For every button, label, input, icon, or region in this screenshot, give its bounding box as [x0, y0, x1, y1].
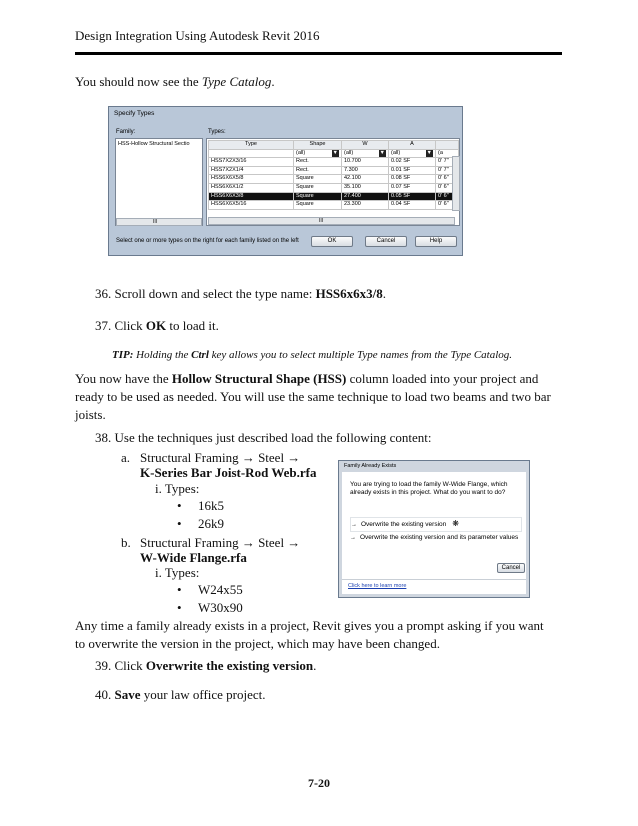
table-cell: 0.04 SF — [389, 201, 436, 210]
overwrite-option[interactable] — [350, 517, 522, 532]
step-39 — [95, 657, 316, 675]
ok-button[interactable]: OK — [311, 236, 353, 247]
option-label: Overwrite the existing version — [361, 521, 447, 528]
intro-text — [75, 73, 275, 91]
types-grid-vscroll[interactable] — [452, 156, 460, 211]
tip-key: Ctrl — [191, 349, 209, 361]
tip-label: TIP: — [112, 349, 134, 361]
col-header-a[interactable]: A — [389, 141, 436, 150]
filter-extra-select[interactable]: (a — [436, 149, 459, 158]
item-a-path: Structural Framing → Steel → — [140, 450, 301, 465]
header-rule — [75, 52, 562, 55]
cursor-icon: ❋ — [452, 519, 459, 528]
dropdown-arrow-icon[interactable]: ▼ — [332, 149, 338, 156]
table-cell: HSS6X6X1/2 — [209, 183, 294, 192]
table-cell: 23.300 — [342, 201, 389, 210]
step-bold: Save — [114, 687, 141, 702]
dialog-hint: Select one or more types on the right for each family listed on the left — [116, 238, 299, 244]
types-grid — [208, 140, 459, 210]
step-text: Click — [114, 318, 146, 333]
arrow-icon: → — [350, 535, 356, 541]
types-label: Types: — [208, 129, 226, 135]
step-36 — [95, 285, 386, 303]
col-header-w[interactable]: W — [342, 141, 389, 150]
filter-value: (all) — [296, 149, 306, 156]
types-label: Types: — [164, 565, 200, 580]
overwrite-params-option[interactable] — [350, 534, 520, 542]
dropdown-arrow-icon[interactable]: ▼ — [426, 149, 432, 156]
dropdown-arrow-icon[interactable]: ▼ — [379, 149, 385, 156]
cancel-button[interactable]: Cancel — [497, 563, 525, 573]
family-exists-dialog — [338, 460, 530, 598]
step-37 — [95, 317, 219, 335]
arrow-icon: → — [351, 522, 357, 528]
step-number: 38. — [95, 430, 112, 445]
table-cell: 0.02 SF — [389, 158, 436, 167]
item-a-bullet: • — [177, 516, 182, 531]
table-cell: 7.300 — [342, 166, 389, 175]
step-number: 40. — [95, 687, 112, 702]
step-text: Use the techniques just described load the following content: — [114, 430, 432, 445]
para-text: You now have the — [75, 371, 172, 386]
grid-filter-row — [209, 149, 459, 158]
step-bold: Overwrite the existing version — [145, 658, 314, 673]
type-26k9: 26k9 — [198, 516, 224, 531]
table-cell: HSS7X2X1/4 — [209, 166, 294, 175]
table-row[interactable] — [209, 175, 459, 184]
table-row[interactable] — [209, 166, 459, 175]
family-label: Family: — [116, 129, 136, 135]
step-number: 37. — [95, 318, 112, 333]
item-b-file: W-Wide Flange.rfa — [140, 550, 247, 565]
table-cell: HSS7X2X3/16 — [209, 158, 294, 167]
paragraph-hss — [75, 370, 555, 424]
intro-post: . — [271, 74, 275, 89]
table-cell: 0' 6" — [436, 201, 459, 210]
specify-types-dialog — [108, 106, 463, 256]
types-grid-hscroll[interactable] — [208, 217, 455, 225]
table-row[interactable] — [209, 183, 459, 192]
col-header-type[interactable]: Type — [209, 141, 294, 150]
table-cell: HSS6X6X3/8 — [209, 192, 294, 201]
page-number: 7-20 — [308, 776, 330, 790]
types-label: Types: — [164, 481, 200, 496]
table-cell: 0' 6" — [436, 192, 459, 201]
table-cell: 0' 7" — [436, 158, 459, 167]
step-text: your law office project. — [140, 687, 266, 702]
table-cell: Rect. — [294, 166, 342, 175]
step-text: . — [313, 658, 317, 673]
table-cell: 27.400 — [342, 192, 389, 201]
para-text: column loaded into your project and ready to be used as needed. You will use the same technique to load two beams and two bar joists. — [75, 371, 551, 422]
item-b-sub — [155, 564, 199, 582]
item-b-bullet: • — [177, 600, 182, 615]
type-16k5: 16k5 — [198, 498, 224, 513]
item-a-bullet: • — [177, 498, 182, 513]
dialog-title: Specify Types — [114, 110, 155, 117]
tip-note — [112, 349, 512, 361]
step-bold: OK — [145, 318, 167, 333]
table-cell: Square — [294, 192, 342, 201]
table-cell: 35.100 — [342, 183, 389, 192]
col-header-extra[interactable] — [436, 141, 459, 150]
intro-pre: You should now see the — [75, 74, 202, 89]
item-b-letter: b. — [121, 535, 131, 550]
sub-numeral: i. — [155, 565, 162, 580]
table-cell: 0.01 SF — [389, 166, 436, 175]
filter-cell — [209, 149, 294, 158]
scroll-thumb-glyph: III — [153, 219, 158, 225]
step-38 — [95, 429, 431, 447]
family-list[interactable] — [115, 138, 203, 226]
tip-text: key allows you to select multiple Type names from the Type Catalog. — [208, 349, 513, 361]
cancel-button[interactable]: Cancel — [365, 236, 407, 247]
step-40 — [95, 686, 266, 704]
filter-value: (all) — [391, 149, 401, 156]
item-a-letter: a. — [121, 450, 131, 465]
type-w24x55: W24x55 — [198, 582, 243, 597]
item-a-sub — [155, 480, 199, 498]
table-row[interactable] — [209, 192, 459, 201]
col-header-shape[interactable]: Shape — [294, 141, 342, 150]
table-cell: HSS6X6X5/8 — [209, 175, 294, 184]
step-text: Click — [114, 658, 146, 673]
step-bold: HSS6x6x3/8 — [315, 286, 383, 301]
filter-w-select[interactable] — [342, 149, 389, 158]
grid-header-row — [209, 141, 459, 150]
step-text: . — [382, 286, 387, 301]
table-cell: 0.07 SF — [389, 183, 436, 192]
step-number: 39. — [95, 658, 112, 673]
table-row[interactable] — [209, 201, 459, 210]
table-cell: HSS6X6X5/16 — [209, 201, 294, 210]
dialog-body — [342, 472, 526, 594]
help-button[interactable]: Help — [415, 236, 457, 247]
item-b-path: Structural Framing → Steel → — [140, 535, 301, 550]
table-cell: 10.700 — [342, 158, 389, 167]
option-label: Overwrite the existing version and its parameter values — [360, 534, 519, 541]
step-text: to load it. — [166, 318, 219, 333]
filter-a-select[interactable] — [389, 149, 436, 158]
table-cell: Square — [294, 175, 342, 184]
table-cell: Square — [294, 183, 342, 192]
dialog-message: You are trying to load the family W-Wide Flange, which already exists in this project. What do you want to do? — [350, 481, 508, 496]
family-list-hscroll[interactable] — [116, 218, 202, 226]
table-cell: 42.100 — [342, 175, 389, 184]
step-text: Scroll down and select the type name: — [114, 286, 316, 301]
table-cell: Rect. — [294, 158, 342, 167]
scroll-thumb-glyph: III — [319, 218, 324, 224]
intro-italic: Type Catalog — [201, 74, 272, 89]
step-number: 36. — [95, 286, 112, 301]
filter-value: (all) — [344, 149, 354, 156]
item-b-bullet: • — [177, 582, 182, 597]
type-w30x90: W30x90 — [198, 600, 243, 615]
filter-shape-select[interactable] — [294, 149, 342, 158]
sub-numeral: i. — [155, 481, 162, 496]
para-bold: Hollow Structural Shape (HSS) — [171, 371, 347, 386]
table-cell: Square — [294, 201, 342, 210]
table-cell: 0' 7" — [436, 166, 459, 175]
table-cell: 0' 6" — [436, 175, 459, 184]
table-cell: 0' 6" — [436, 183, 459, 192]
tip-text: Holding the — [133, 349, 192, 361]
table-cell: 0.05 SF — [389, 192, 436, 201]
item-a-file: K-Series Bar Joist-Rod Web.rfa — [140, 465, 317, 480]
dialog-separator — [342, 579, 526, 580]
table-cell: 0.08 SF — [389, 175, 436, 184]
page-header: Design Integration Using Autodesk Revit 2016 — [75, 28, 320, 43]
family-list-item[interactable]: HSS-Hollow Structural Sectio — [118, 141, 190, 147]
table-row[interactable] — [209, 158, 459, 167]
paragraph-prompt: Any time a family already exists in a project, Revit gives you a prompt asking if you want to overwrite the version in the project, which may have been changed. — [75, 618, 544, 651]
dialog-title: Family Already Exists — [344, 463, 397, 469]
learn-more-link[interactable]: Click here to learn more — [348, 583, 407, 589]
